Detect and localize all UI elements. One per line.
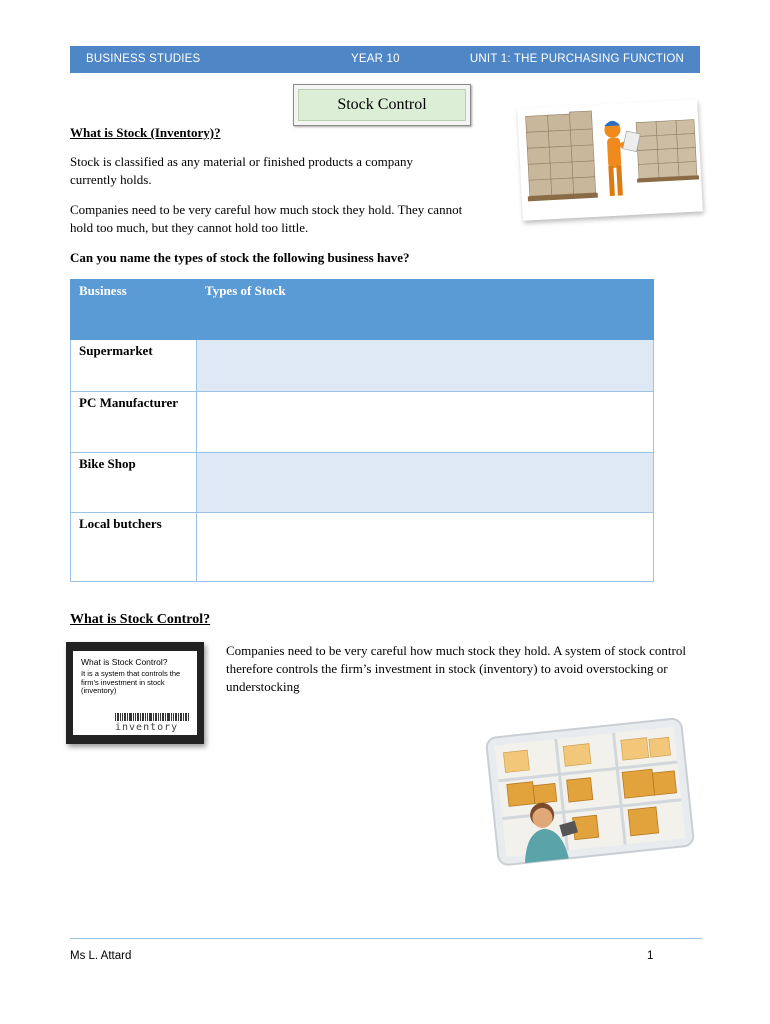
footer-page-number: 1: [647, 950, 654, 962]
table-cell-types[interactable]: [197, 453, 654, 513]
header-year: YEAR 10: [351, 53, 400, 65]
stock-control-text: Companies need to be very careful how much stock they hold. A system of stock control therefore controls the firm’s investment in stock (inventory) to avoid overstocking or understocking: [226, 643, 686, 694]
stock-question: Can you name the types of stock the following business have?: [70, 250, 410, 265]
table-row: [71, 340, 654, 392]
stock-types-table: [70, 279, 654, 582]
inventory-card-body: It is a system that controls the firm’s investment in stock (inventory): [81, 669, 181, 695]
inventory-card-inner: [73, 651, 197, 735]
table-cell-business: Local butchers: [71, 513, 197, 582]
table-cell-business: Supermarket: [71, 340, 197, 392]
table-header-types: Types of Stock: [197, 280, 654, 340]
warehouse-shelves-image: [478, 718, 698, 866]
stock-definition-text: Stock is classified as any material or finished products a company currently holds.: [70, 154, 413, 187]
table-row: [71, 392, 654, 453]
table-cell-types[interactable]: [197, 513, 654, 582]
header-bar: [70, 46, 700, 73]
table-cell-business: Bike Shop: [71, 453, 197, 513]
section-heading-what-is-stock: What is Stock (Inventory)?: [70, 125, 221, 140]
table-row: [71, 513, 654, 582]
page-title: Stock Control: [298, 89, 466, 121]
page-title-box: [293, 84, 471, 126]
header-subject: BUSINESS STUDIES: [86, 53, 201, 65]
table-row: [71, 453, 654, 513]
header-unit: UNIT 1: THE PURCHASING FUNCTION: [469, 53, 684, 65]
table-cell-business: PC Manufacturer: [71, 392, 197, 453]
table-header-business: Business: [71, 280, 197, 340]
inventory-card-image: [66, 642, 204, 744]
inventory-card-title: What is Stock Control?: [81, 657, 168, 667]
warehouse-worker-image: [517, 99, 703, 220]
inventory-logo-word: inventory: [115, 722, 179, 733]
table-cell-types[interactable]: [197, 392, 654, 453]
table-cell-types[interactable]: [197, 340, 654, 392]
footer-author: Ms L. Attard: [70, 950, 132, 962]
barcode-icon: [115, 713, 191, 721]
stock-caution-text: Companies need to be very careful how much stock they hold. They cannot hold too much, but they cannot hold too little.: [70, 202, 463, 235]
footer-divider: [70, 938, 702, 939]
table-header-row: [71, 280, 654, 340]
section-heading-stock-control: What is Stock Control?: [70, 612, 211, 627]
